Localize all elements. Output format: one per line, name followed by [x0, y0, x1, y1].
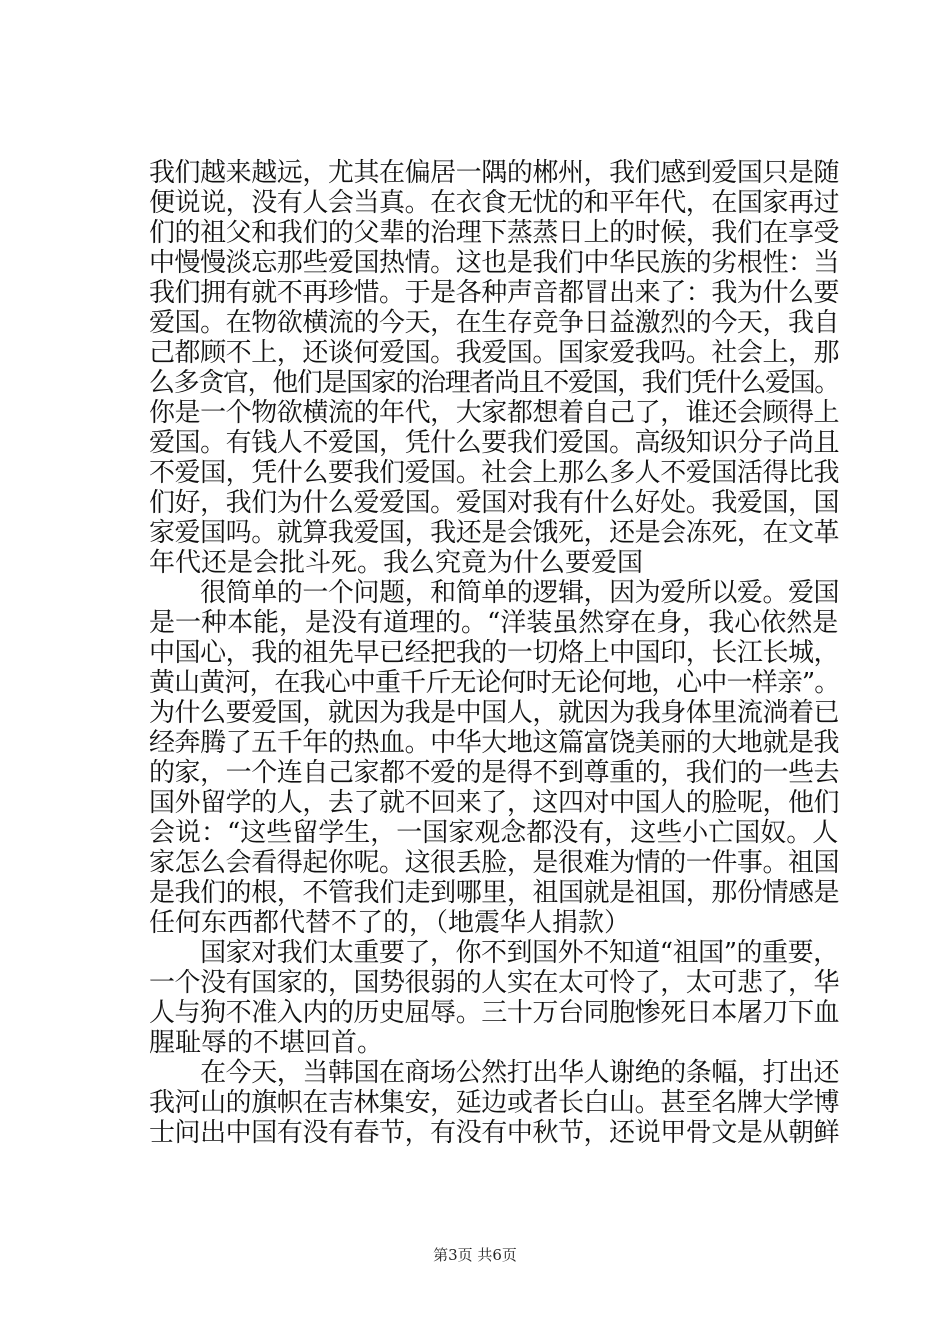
text-line: 我河山的旗帜在吉林集安，延边或者长白山。甚至名牌大学博 [149, 1088, 839, 1118]
text-line: 爱国。在物欲横流的今天，在生存竞争日益激烈的今天，我自 [149, 308, 839, 338]
text-line: 士问出中国有没有春节，有没有中秋节，还说甲骨文是从朝鲜 [149, 1118, 839, 1148]
text-line: 我们拥有就不再珍惜。于是各种声音都冒出来了：我为什么要 [149, 278, 839, 308]
text-line: 家怎么会看得起你呢。这很丢脸，是很难为情的一件事。祖国 [149, 848, 839, 878]
page-footer: 第3页 共6页 [433, 1246, 517, 1264]
text-line: 们的祖父和我们的父辈的治理下蒸蒸日上的时候，我们在享受 [149, 218, 839, 248]
text-line: 中国心，我的祖先早已经把我的一切烙上中国印，长江长城， [149, 638, 839, 668]
text-line: 你是一个物欲横流的年代，大家都想着自己了，谁还会顾得上 [149, 398, 839, 428]
text-line: 国外留学的人，去了就不回来了，这四对中国人的脸呢，他们 [149, 788, 839, 818]
text-line: 是我们的根，不管我们走到哪里，祖国就是祖国，那份情感是 [149, 878, 839, 908]
text-line: 年代还是会批斗死。我么究竟为什么要爱国 [149, 548, 644, 578]
text-line: 人与狗不准入内的历史屈辱。三十万台同胞惨死日本屠刀下血 [149, 998, 839, 1028]
text-line: 会说：“这些留学生，一国家观念都没有，这些小亡国奴。人 [149, 818, 839, 848]
text-line: 黄山黄河，在我心中重千斤无论何时无论何地，心中一样亲”。 [149, 668, 839, 698]
text-line: 我们越来越远，尤其在偏居一隅的郴州，我们感到爱国只是随 [149, 158, 839, 188]
text-line: 便说说，没有人会当真。在衣食无忧的和平年代，在国家再过 [149, 188, 839, 218]
text-line: 为什么要爱国，就因为我是中国人，就因为我身体里流淌着已 [149, 698, 839, 728]
text-line: 是一种本能，是没有道理的。“洋装虽然穿在身，我心依然是 [149, 608, 839, 638]
text-line: 一个没有国家的，国势很弱的人实在太可怜了，太可悲了，华 [149, 968, 839, 998]
text-line: 爱国。有钱人不爱国，凭什么要我们爱国。高级知识分子尚且 [149, 428, 839, 458]
text-line: 么多贪官，他们是国家的治理者尚且不爱国，我们凭什么爱国。 [149, 368, 839, 398]
text-line: 腥耻辱的不堪回首。 [149, 1028, 384, 1058]
body-text [149, 158, 839, 1148]
text-line: 的家，一个连自己家都不爱的是得不到尊重的，我们的一些去 [149, 758, 839, 788]
text-line: 很简单的一个问题，和简单的逻辑，因为爱所以爱。爱国 [149, 578, 839, 608]
text-line: 中慢慢淡忘那些爱国热情。这也是我们中华民族的劣根性：当 [149, 248, 839, 278]
text-line: 们好，我们为什么爱爱国。爱国对我有什么好处。我爱国，国 [149, 488, 839, 518]
text-line: 己都顾不上，还谈何爱国。我爱国。国家爱我吗。社会上，那 [149, 338, 839, 368]
text-line: 家爱国吗。就算我爱国，我还是会饿死，还是会冻死，在文革 [149, 518, 839, 548]
text-line: 国家对我们太重要了，你不到国外不知道“祖国”的重要， [149, 938, 839, 968]
text-line: 经奔腾了五千年的热血。中华大地这篇富饶美丽的大地就是我 [149, 728, 839, 758]
text-line: 任何东西都代替不了的，（地震华人捐款） [149, 908, 631, 938]
text-line: 在今天，当韩国在商场公然打出华人谢绝的条幅，打出还 [149, 1058, 839, 1088]
text-line: 不爱国，凭什么要我们爱国。社会上那么多人不爱国活得比我 [149, 458, 839, 488]
